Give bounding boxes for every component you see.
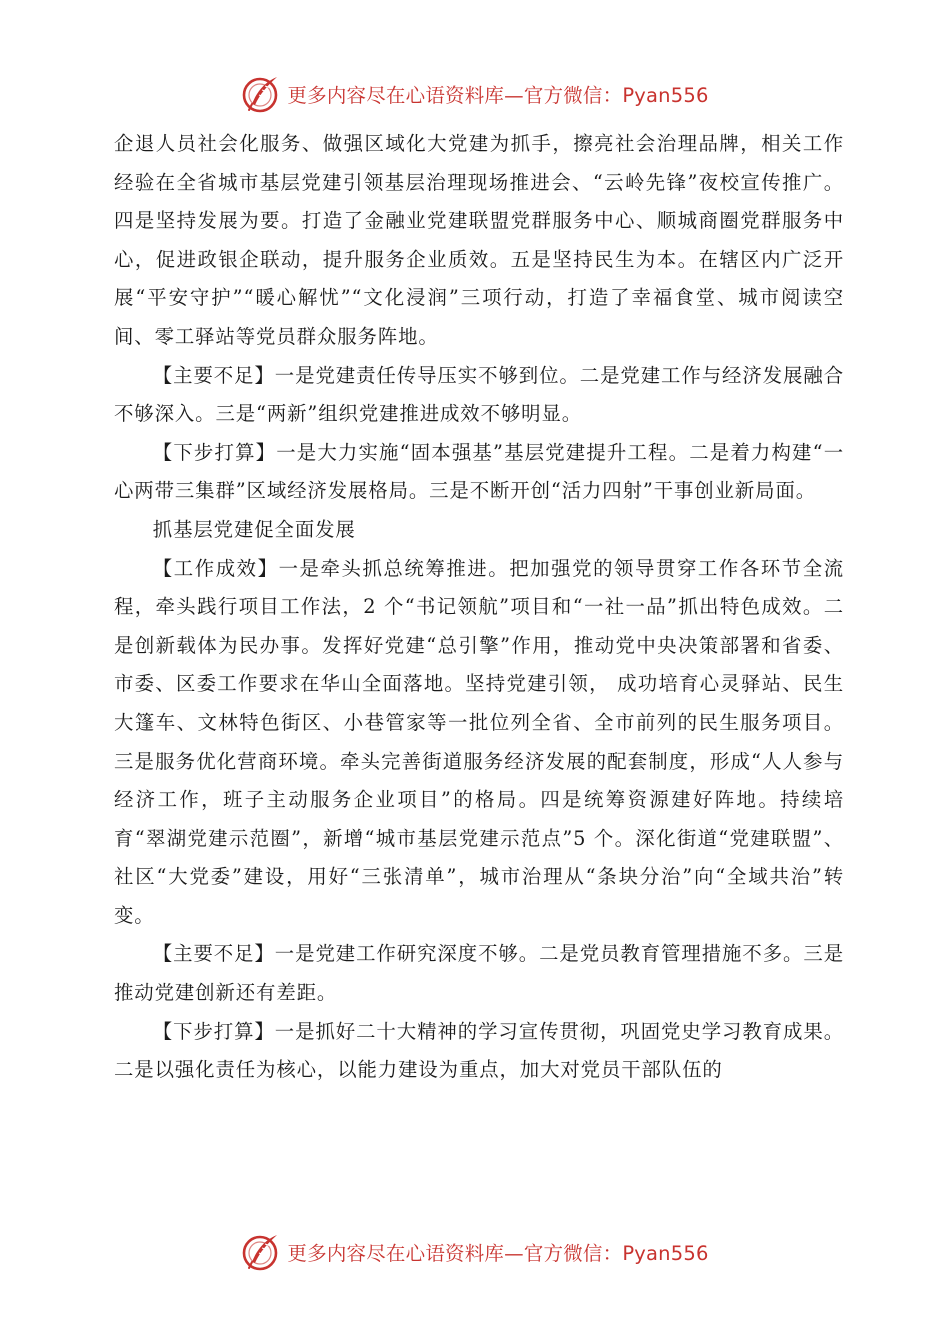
section-heading: 抓基层党建促全面发展 [152, 517, 356, 541]
paragraph-continued: 企退人员社会化服务、做强区域化大党建为抓手，擦亮社会治理品牌，相关工作经验在全省城市基层党建引领基层治理现场推进会、“云岭先锋”夜校宣传推广。四是坚持发展为要。打造了金融业党建联盟党群服务中心、顺城商圈党群服务中心，促进政银企联动，提升服务企业质效。五是坚持民生为本。在辖区内广泛开展“平安守护”“暖心解忧”“文化浸润”三项行动，打造了幸福食堂、城市阅读空间、零工驿站等党员群众服务阵地。 [114, 132, 844, 348]
watermark-text: 更多内容尽在心语资料库—官方微信：Pyan556 [287, 1242, 709, 1265]
paragraph-main-shortcomings: 【主要不足】一是党建责任传导压实不够到位。二是党建工作与经济发展融合不够深入。三是“两新”组织党建推进成效不够明显。 [114, 363, 844, 426]
watermark-text: 更多内容尽在心语资料库—官方微信：Pyan556 [287, 84, 709, 107]
paragraph-next-plans-2: 【下步打算】一是抓好二十大精神的学习宣传贯彻，巩固党史学习教育成果。二是以强化责任为核心，以能力建设为重点，加大对党员干部队伍的 [114, 1019, 844, 1082]
paragraph-work-results: 【工作成效】一是牵头抓总统筹推进。把加强党的领导贯穿工作各环节全流程，牵头践行项目工作法，2 个“书记领航”项目和“一社一品”抓出特色成效。二是创新载体为民办事。发挥好党建“总引擎”作用，推动党中央决策部署和省委、市委、区委工作要求在华山全面落地。坚持党建引领， 成功培育心灵驿站、民生大篷车、文林特色街区、小巷管家等一批位列全省、全市前列的民生服务项目。三是服务优化营商环境。牵头完善街道服务经济发展的配套制度，形成“人人参与经济工作，班子主动服务企业项目”的格局。四是统筹资源建好阵地。持续培育“翠湖党建示范圈”，新增“城市基层党建示范点”5 个。深化街道“党建联盟”、社区“大党委”建设，用好“三张清单”，城市治理从“条块分治”向“全域共治”转变。 [114, 556, 844, 927]
paragraph-next-plans: 【下步打算】一是大力实施“固本强基”基层党建提升工程。二是着力构建“一心两带三集群”区域经济发展格局。三是不断开创“活力四射”干事创业新局面。 [114, 440, 844, 503]
header-watermark [0, 72, 950, 116]
feather-pen-logo-icon [241, 74, 281, 114]
paragraph-main-shortcomings-2: 【主要不足】一是党建工作研究深度不够。二是党员教育管理措施不多。三是推动党建创新还有差距。 [114, 942, 844, 1005]
feather-pen-logo-icon [241, 1232, 281, 1272]
footer-watermark [0, 1230, 950, 1274]
document-body [114, 125, 844, 1090]
